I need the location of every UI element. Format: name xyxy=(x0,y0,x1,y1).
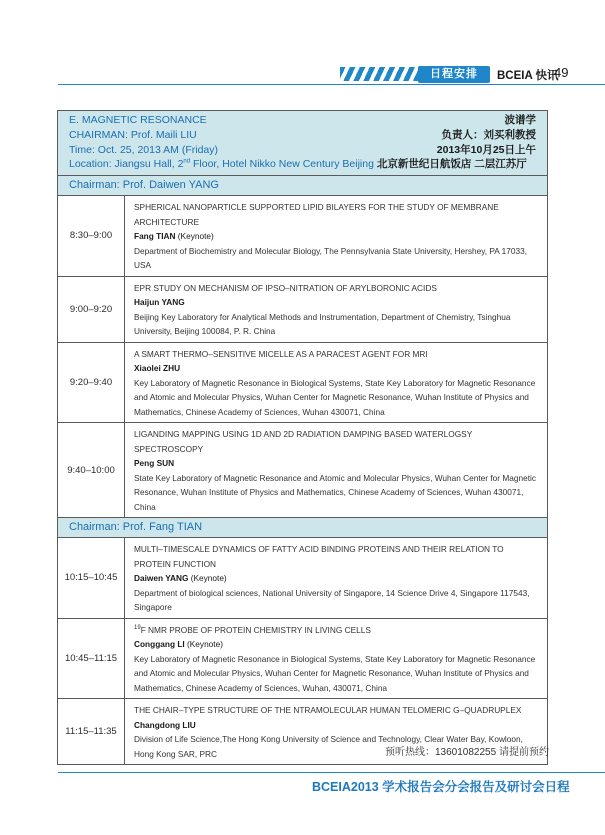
chair-bar-2: Chairman: Prof. Fang TIAN xyxy=(58,518,547,538)
talk-row xyxy=(58,277,547,343)
talk-content xyxy=(125,277,547,342)
location-prefix: Location: Jiangsu Hall, 2 xyxy=(69,158,184,170)
talk-speaker-note: (Keynote) xyxy=(175,231,214,241)
talk-row xyxy=(58,538,547,619)
talk-speaker: Peng SUN xyxy=(134,458,175,468)
talk-affiliation: State Key Laboratory of Magnetic Resonance and Atomic and Molecular Physics, Wuhan Center for Magnetic Resonance, Wuhan Institute of Physics and Mathematics, Chinese Academy of Sciences, Wuhan 430071, China xyxy=(134,472,536,512)
talk-time: 9:40–10:00 xyxy=(58,423,125,517)
talk-title: F NMR PROBE OF PROTEIN CHEMISTRY IN LIVING CELLS xyxy=(140,624,371,635)
talk-title: THE CHAIR–TYPE STRUCTURE OF THE NTRAMOLECULAR HUMAN TELOMERIC G–QUADRUPLEX xyxy=(134,705,522,715)
footer-title: BCEIA2013 学术报告会分会报告及研讨会日程 xyxy=(312,780,570,794)
talk-speaker-note: (Keynote) xyxy=(184,639,223,649)
talk-time: 8:30–9:00 xyxy=(58,196,125,276)
talk-affiliation: Department of Biochemistry and Molecular Biology, The Pennsylvania State University, Hershey, PA 17033, USA xyxy=(134,245,528,270)
session-time-cn: 2013年10月25日上午 xyxy=(436,144,536,156)
talk-affiliation: Division of Life Science,The Hong Kong University of Science and Technology, Clear Water Bay, Kowloon, Hong Kong SAR, PRC xyxy=(134,734,523,759)
talk-speaker-line xyxy=(134,229,541,244)
location-suffix: Floor, Hotel Nikko New Century Beijing xyxy=(190,158,374,170)
talk-speaker-line xyxy=(134,637,541,652)
talk-time: 9:20–9:40 xyxy=(58,343,125,423)
session-chairman: CHAIRMAN: Prof. Maili LIU xyxy=(69,129,197,141)
talk-speaker: Xiaolei ZHU xyxy=(134,363,181,373)
registration-hotline: 预听热线：13601082255 请提前预约 xyxy=(385,747,549,758)
talk-speaker: Haijun YANG xyxy=(134,297,185,307)
talk-time: 10:15–10:45 xyxy=(58,538,125,618)
section-label-badge xyxy=(418,66,490,83)
page-number: 49 xyxy=(554,65,569,80)
talk-row xyxy=(58,196,547,277)
session-title-cn: 波谱学 xyxy=(504,114,536,126)
talk-title: SPHERICAL NANOPARTICLE SUPPORTED LIPID BILAYERS FOR THE STUDY OF MEMBRANE ARCHITECTURE xyxy=(134,202,499,227)
header-stripes-decoration xyxy=(340,67,418,81)
talk-time: 10:45–11:15 xyxy=(58,619,125,699)
talk-content xyxy=(125,538,547,618)
publication-title: BCEIA 快讯 xyxy=(497,70,559,82)
talk-title: LIGANDING MAPPING USING 1D AND 2D RADIATION DAMPING BASED WATERLOGSY SPECTROSCOPY xyxy=(134,429,473,454)
talk-title: MULTI–TIMESCALE DYNAMICS OF FATTY ACID BINDING PROTEINS AND THEIR RELATION TO PROTEIN FUNCTION xyxy=(134,544,504,569)
talk-content xyxy=(125,619,547,699)
talk-affiliation: Key Laboratory of Magnetic Resonance in Biological Systems, State Key Laboratory for Magnetic Resonance and Atomic and Molecular Physics, Wuhan Center for Magnetic Resonance, Wuhan Institute of Physics and Mathematics, Chinese Academy of Sciences, Wuhan, 430071, China xyxy=(134,653,536,693)
talk-title: A SMART THERMO–SENSITIVE MICELLE AS A PARACEST AGENT FOR MRI xyxy=(134,348,428,359)
chair-bar-1: Chairman: Prof. Daiwen YANG xyxy=(58,176,547,196)
talk-speaker: Daiwen YANG xyxy=(134,573,189,583)
talk-row xyxy=(58,619,547,700)
session-header xyxy=(58,111,547,176)
talk-title: EPR STUDY ON MECHANISM OF IPSO–NITRATION OF ARYLBORONIC ACIDS xyxy=(134,282,437,293)
session-time: Time: Oct. 25, 2013 AM (Friday) xyxy=(69,144,218,156)
session-chairman-cn: 负责人：刘买利教授 xyxy=(441,129,536,141)
schedule-table xyxy=(57,110,548,765)
talk-content xyxy=(125,343,547,423)
talk-title-sup: 19 xyxy=(134,624,141,631)
section-label: 日程安排 xyxy=(430,68,478,80)
talk-time: 11:15–11:35 xyxy=(58,699,125,764)
talk-affiliation: Key Laboratory of Magnetic Resonance in Biological Systems, State Key Laboratory for Magnetic Resonance and Atomic and Molecular Physics, Wuhan Center for Magnetic Resonance, Wuhan Institute of Physics and Mathematics, Chinese Academy of Sciences, Wuhan 430071, China xyxy=(134,377,536,417)
talk-speaker-note: (Keynote) xyxy=(188,573,227,583)
talk-time: 9:00–9:20 xyxy=(58,277,125,342)
talk-title-line xyxy=(134,623,541,638)
talk-speaker: Conggang LI xyxy=(134,639,185,649)
talk-speaker: Fang TIAN xyxy=(134,231,176,241)
location-sup: nd xyxy=(183,158,191,165)
talk-affiliation: Beijing Key Laboratory for Analytical Methods and Instrumentation, Department of Chemistry, Tsinghua University, Beijing 100084, P. R. China xyxy=(134,311,511,336)
talk-content xyxy=(125,423,547,517)
session-location-cn: 北京新世纪日航饭店 二层江苏厅 xyxy=(376,158,527,170)
talk-content xyxy=(125,196,547,276)
talk-speaker-line xyxy=(134,571,541,586)
session-title: E. MAGNETIC RESONANCE xyxy=(69,114,207,126)
footer-rule xyxy=(58,772,605,773)
talk-row xyxy=(58,343,547,424)
header-rule xyxy=(58,84,605,85)
talk-row xyxy=(58,423,547,518)
talk-affiliation: Department of biological sciences, National University of Singapore, 14 Science Drive 4, Singapore 117543, Singapore xyxy=(134,587,530,612)
talk-speaker: Changdong LIU xyxy=(134,719,196,730)
session-location xyxy=(69,158,527,171)
